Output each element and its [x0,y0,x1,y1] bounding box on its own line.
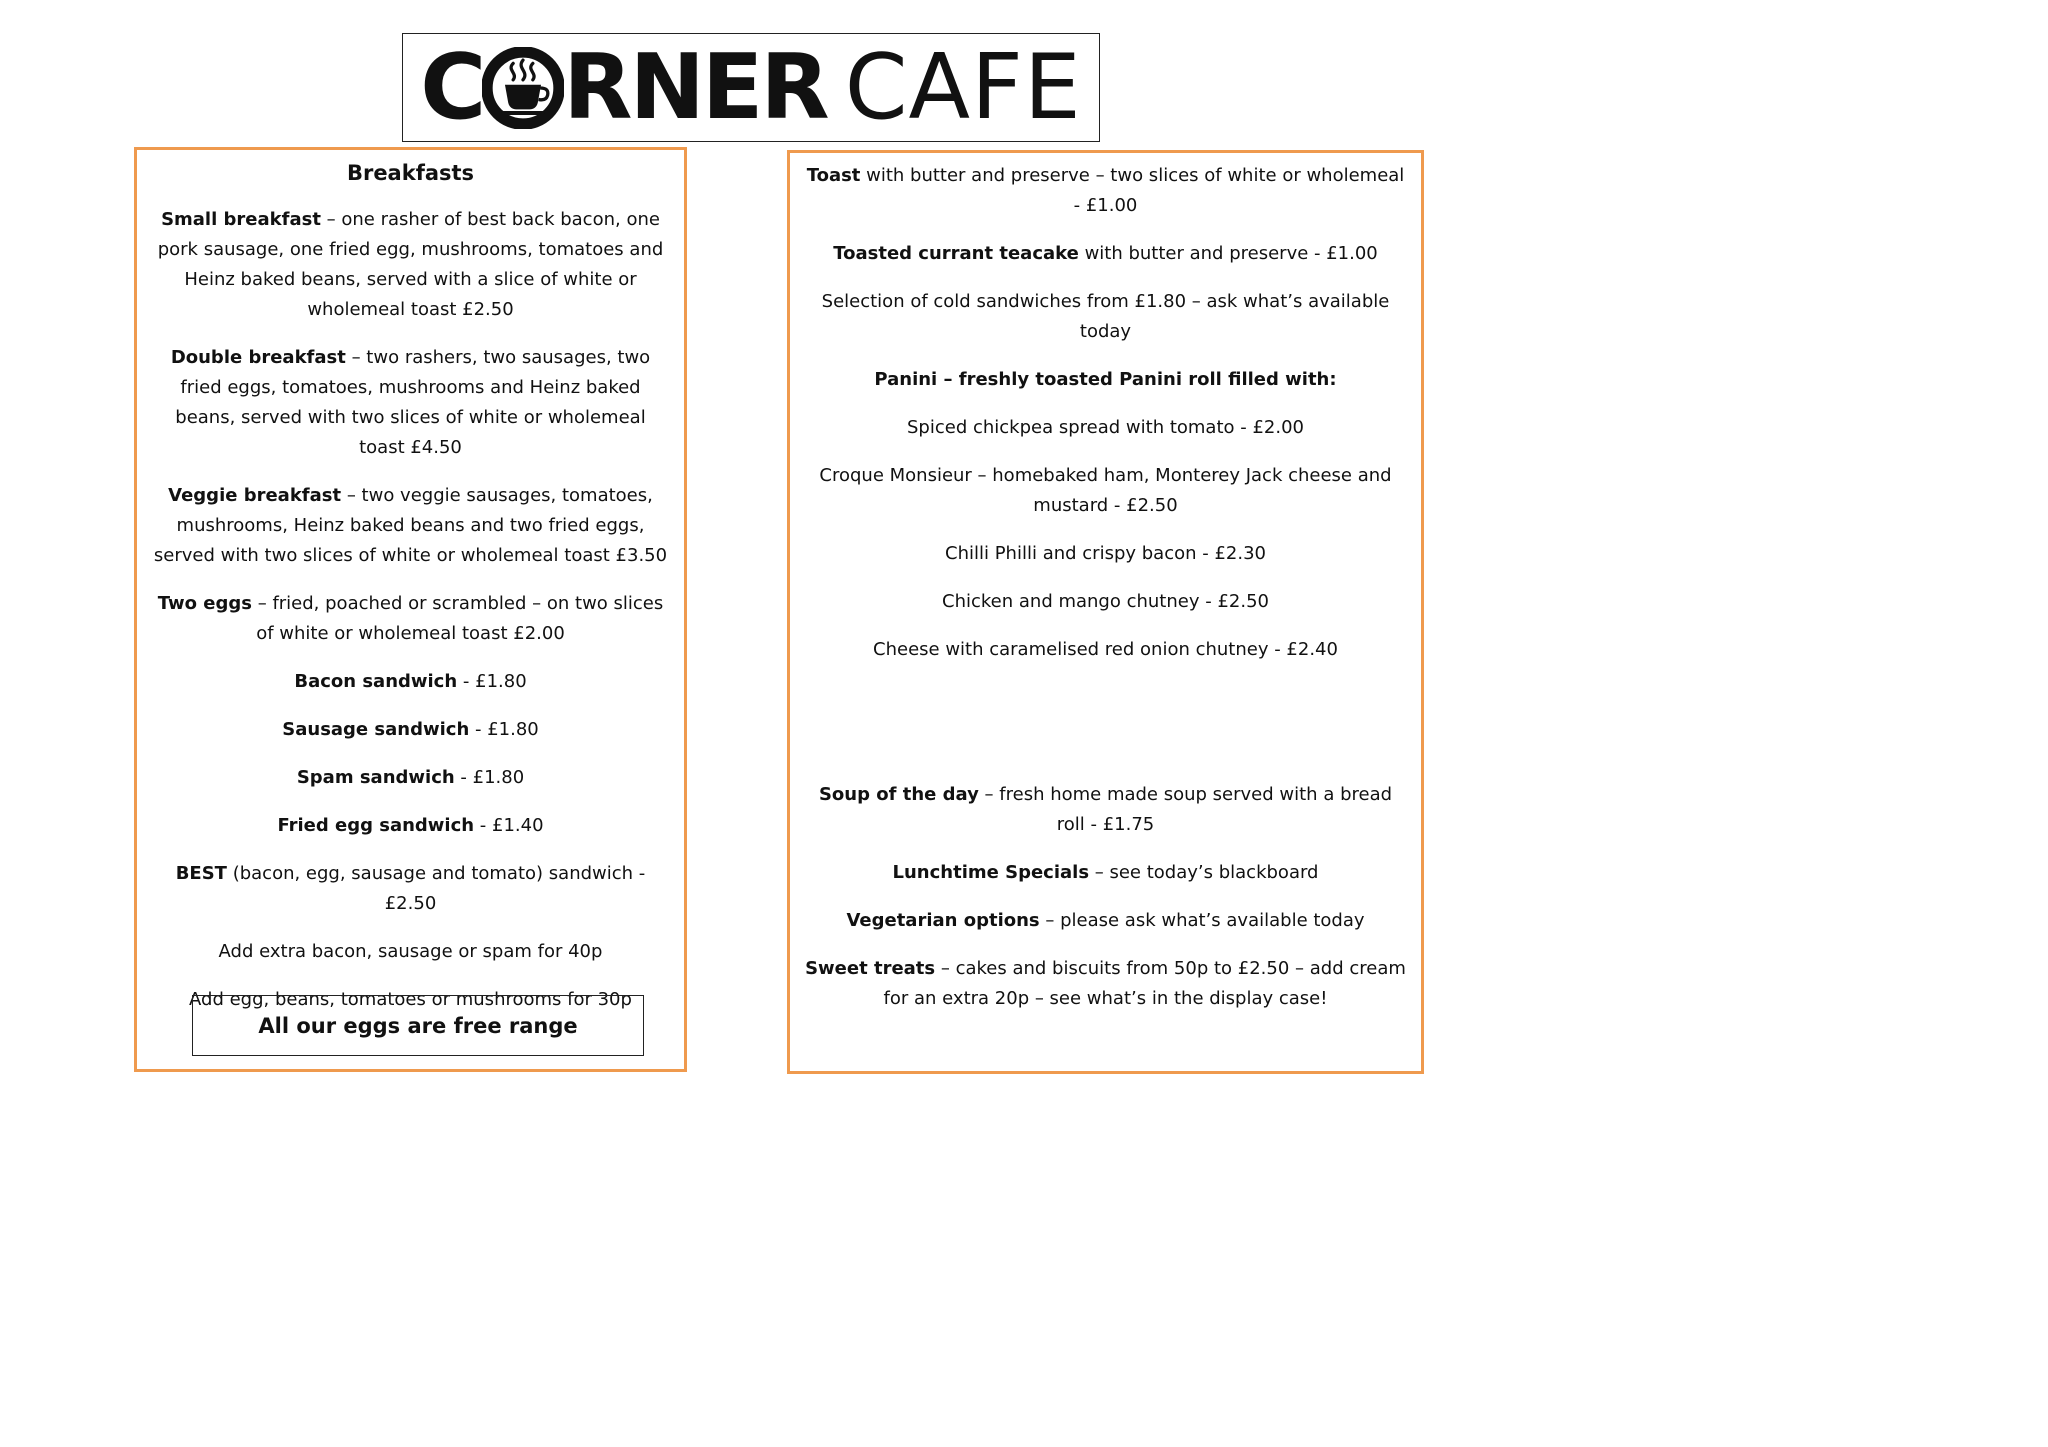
menu-item-description: with butter and preserve - £1.00 [1078,243,1378,264]
menu-item-description: – see today’s blackboard [1089,862,1319,883]
menu-item-description: – fried, poached or scrambled – on two slices of white or wholemeal toast £2.00 [252,593,664,645]
menu-item [151,667,670,697]
menu-item-description: - £1.80 [454,767,525,789]
menu-item-name: Fried egg sandwich [277,815,475,837]
menu-item [804,587,1407,617]
menu-item [151,763,670,793]
menu-item-description: Add extra bacon, sausage or spam for 40p [218,941,603,963]
menu-item-name: Sausage sandwich [282,719,470,741]
menu-item-name: Toast [806,165,861,186]
menu-item-name: Veggie breakfast [168,485,342,507]
menu-item-description: (bacon, egg, sausage and tomato) sandwich - £2.50 [226,863,646,915]
menu-item-description: Croque Monsieur – homebaked ham, Monterey Jack cheese and mustard - £2.50 [819,465,1392,516]
menu-item-name: Double breakfast [170,347,346,369]
menu-item-description: – fresh home made soup served with a bread roll - £1.75 [978,784,1393,835]
menu-item-description: Spiced chickpea spread with tomato - £2.00 [907,417,1304,438]
menu-spacer [804,683,1407,780]
menu-item-name: Two eggs [157,593,252,615]
menu-item-description: Add egg, beans, tomatoes or mushrooms for 30p [189,989,632,1011]
menu-item [804,461,1407,521]
menu-item [804,539,1407,569]
menu-item-name: Panini – freshly toasted Panini roll filled with: [874,369,1337,390]
logo-letters-rner: RNER [563,34,827,140]
menu-item [151,937,670,967]
menu-item-description: – two rashers, two sausages, two fried eggs, tomatoes, mushrooms and Heinz baked beans, served with two slices of white or wholemeal toast £4.50 [175,347,651,459]
section-title: Breakfasts [346,161,475,185]
menu-item [804,161,1407,221]
extras-item-list [804,780,1407,1014]
menu-item-description: - £1.40 [474,815,544,837]
menu-item-name: Vegetarian options [846,910,1040,931]
menu-item-name: Toasted currant teacake [833,243,1079,264]
menu-item-description: with butter and preserve – two slices of white or wholemeal - £1.00 [860,165,1405,216]
menu-item-name: Spam sandwich [296,767,455,789]
menu-item-description: Selection of cold sandwiches from £1.80 – ask what’s available today [821,291,1390,342]
menu-item-description: – cakes and biscuits from 50p to £2.50 – add cream for an extra 20p – see what’s in the display case! [883,958,1406,1009]
lunch-menu-panel [787,150,1424,1074]
menu-item-description: Cheese with caramelised red onion chutney - £2.40 [873,639,1338,660]
free-range-notice: All our eggs are free range [192,995,644,1056]
menu-item-description: – two veggie sausages, tomatoes, mushrooms, Heinz baked beans and two fried eggs, served with two slices of white or wholemeal toast £3.50 [153,485,668,567]
logo-letter-c: C [420,34,484,140]
menu-item-description: Chilli Philli and crispy bacon - £2.30 [945,543,1266,564]
menu-item [151,205,670,325]
menu-item [151,715,670,745]
menu-item-description: – please ask what’s available today [1039,910,1365,931]
menu-item [804,239,1407,269]
menu-item [804,413,1407,443]
menu-item-name: Sweet treats [805,958,936,979]
menu-item [804,954,1407,1014]
cafe-logo [402,33,1100,142]
menu-item [151,589,670,649]
breakfast-menu-panel [134,147,687,1072]
menu-item-name: BEST [175,863,227,885]
menu-item-description: - £1.80 [457,671,527,693]
menu-item [151,811,670,841]
menu-item-description: - £1.80 [469,719,539,741]
menu-item [151,343,670,463]
menu-item-name: Lunchtime Specials [892,862,1090,883]
menu-item-description: Chicken and mango chutney - £2.50 [942,591,1269,612]
coffee-cup-icon [482,47,564,129]
logo-cafe-word: CAFE [844,34,1082,140]
menu-item [804,906,1407,936]
menu-item [804,780,1407,840]
lunch-item-list [804,161,1407,665]
menu-item [804,287,1407,347]
menu-item-name: Soup of the day [818,784,979,805]
menu-item [151,481,670,571]
menu-item-name: Small breakfast [161,209,321,231]
menu-item-name: Bacon sandwich [294,671,458,693]
breakfast-item-list [151,205,670,1015]
menu-item [804,635,1407,665]
menu-item-description: – one rasher of best back bacon, one pork sausage, one fried egg, mushrooms, tomatoes and Heinz baked beans, served with a slice of white or wholemeal toast £2.50 [157,209,664,321]
logo-corner-word [420,34,827,140]
menu-item [804,365,1407,395]
menu-item [804,858,1407,888]
menu-item [151,859,670,919]
